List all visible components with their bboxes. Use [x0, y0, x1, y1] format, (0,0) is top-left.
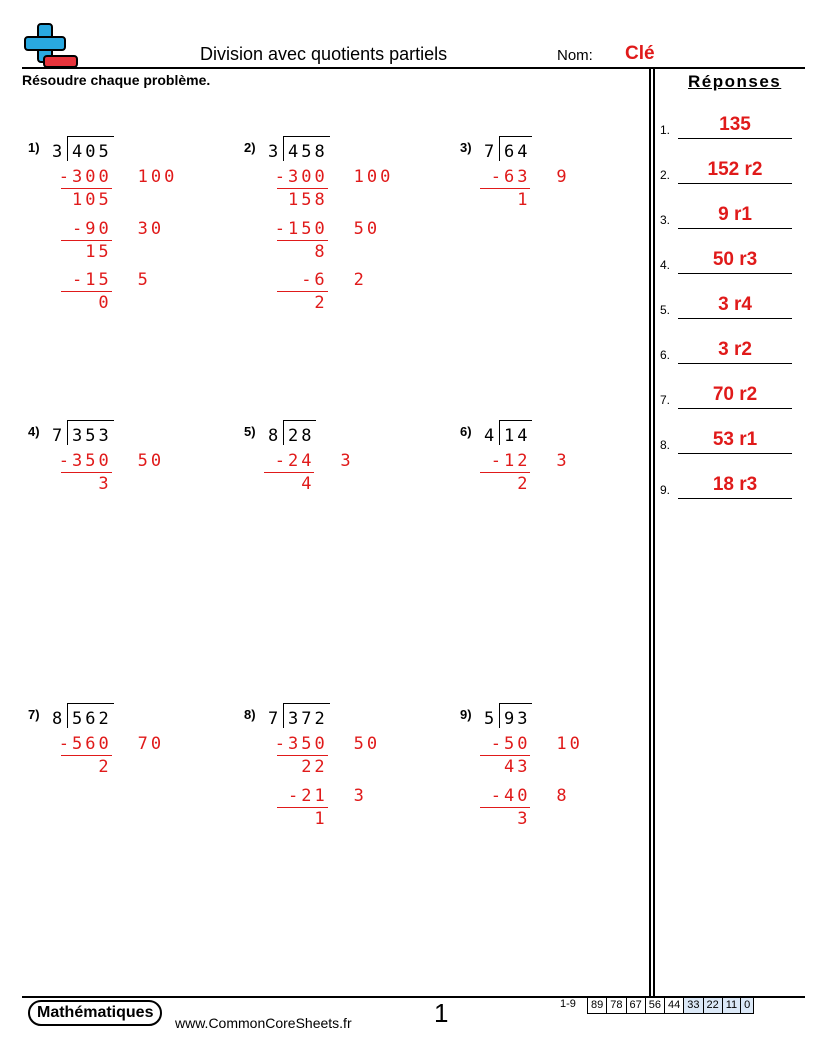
remainder: 15: [85, 241, 112, 262]
score-cell: 33: [684, 997, 703, 1014]
plus-minus-logo-icon: [22, 22, 80, 70]
answer-row: [660, 246, 792, 274]
problem: [28, 420, 228, 640]
answer-row: [660, 111, 792, 139]
partial-quotient: 10: [556, 734, 583, 754]
problem-number: 6): [460, 424, 472, 439]
divisor: 7: [52, 426, 66, 446]
answer-row: [660, 381, 792, 409]
subtraction-line: [277, 291, 328, 292]
subtraction-line: [277, 188, 328, 189]
remainder: 2: [517, 474, 531, 494]
name-label: Nom:: [557, 47, 593, 64]
answer-value: 3 r4: [718, 294, 752, 315]
remainder: 105: [72, 190, 112, 210]
answer-row: [660, 471, 792, 499]
partial-quotient: 30: [137, 218, 165, 239]
subtraction-line: [277, 240, 328, 241]
answer-line: [678, 273, 792, 274]
subtraction-line: [277, 807, 328, 808]
subtrahend: -300: [274, 167, 328, 187]
subtraction-line: [61, 188, 112, 189]
partial-quotient: 100: [137, 167, 178, 187]
problem: [460, 420, 660, 640]
answer-value: 50 r3: [712, 249, 758, 270]
subtraction-line: [61, 291, 112, 292]
subtraction-line: [480, 807, 531, 808]
divisor: 7: [484, 142, 498, 162]
answer-number: 8.: [660, 438, 671, 452]
subtrahend: -300: [58, 167, 112, 187]
problem-number: 4): [28, 424, 40, 439]
partial-quotient: 3: [556, 451, 570, 471]
subtrahend: -15: [72, 270, 112, 290]
answer-row: [660, 426, 792, 454]
divisor: 3: [52, 142, 66, 162]
problem: [460, 136, 660, 356]
score-cell: 0: [741, 997, 754, 1014]
remainder: 2: [98, 757, 112, 777]
partial-quotient: 8: [556, 785, 570, 806]
subtrahend: -350: [274, 734, 328, 754]
header-rule: [22, 67, 805, 69]
score-cell: 56: [646, 997, 665, 1014]
divisor: 4: [484, 426, 498, 446]
subtrahend: -560: [58, 734, 112, 754]
answer-row: [660, 201, 792, 229]
score-range-label: 1-9: [560, 998, 576, 1010]
answer-row: [660, 336, 792, 364]
subtrahend: -90: [72, 218, 112, 239]
score-cell: 11: [723, 997, 741, 1014]
answers-title: Réponses: [688, 72, 782, 91]
problem-number: 1): [28, 140, 40, 155]
answer-number: 2.: [660, 168, 671, 182]
dividend: 93: [504, 709, 531, 729]
site-url[interactable]: www.CommonCoreSheets.fr: [175, 1015, 352, 1031]
subtrahend: -150: [274, 218, 328, 239]
partial-quotient: 2: [353, 270, 367, 290]
answer-value: 135: [719, 114, 751, 135]
answer-value: 9 r1: [718, 204, 752, 225]
score-cell: 78: [607, 997, 626, 1014]
problem: [244, 703, 444, 923]
remainder: 22: [301, 757, 328, 777]
answer-row: [660, 156, 792, 184]
answer-line: [678, 138, 792, 139]
answer-number: 3.: [660, 213, 671, 227]
partial-quotient: 9: [556, 167, 570, 187]
name-value: Clé: [625, 43, 655, 64]
problem-number: 5): [244, 424, 256, 439]
instructions: Résoudre chaque problème.: [22, 72, 211, 88]
problem-number: 2): [244, 140, 256, 155]
divisor: 8: [268, 426, 282, 446]
answer-number: 1.: [660, 123, 671, 137]
answer-number: 9.: [660, 483, 671, 497]
problem: [460, 703, 660, 923]
remainder: 43: [504, 757, 531, 777]
partial-quotient: 5: [137, 270, 151, 290]
remainder: 158: [288, 190, 328, 210]
problem-number: 9): [460, 707, 472, 722]
subtraction-line: [61, 755, 112, 756]
subtrahend: -12: [490, 451, 531, 471]
answer-line: [678, 363, 792, 364]
divisor: 3: [268, 142, 282, 162]
subtraction-line: [480, 472, 531, 473]
partial-quotient: 3: [340, 451, 354, 471]
subtrahend: -40: [490, 785, 531, 806]
remainder: 3: [98, 474, 112, 494]
dividend: 353: [72, 426, 112, 446]
score-cell: 22: [704, 997, 723, 1014]
page-number: 1: [434, 998, 449, 1028]
partial-quotient: 50: [137, 451, 165, 471]
page-title: Division avec quotients partiels: [200, 44, 448, 64]
answer-line: [678, 498, 792, 499]
dividend: 458: [288, 142, 328, 162]
problem: [28, 703, 228, 923]
subtraction-line: [480, 188, 531, 189]
problem-number: 8): [244, 707, 256, 722]
subtrahend: -50: [490, 734, 531, 754]
partial-quotient: 50: [353, 218, 381, 239]
answer-value: 3 r2: [718, 339, 752, 360]
subtrahend: -24: [274, 451, 315, 471]
subtraction-line: [264, 472, 315, 473]
answer-line: [678, 318, 792, 319]
answer-row: [660, 291, 792, 319]
remainder: 4: [301, 474, 315, 494]
subtraction-line: [61, 472, 112, 473]
answer-line: [678, 408, 792, 409]
partial-quotient: 70: [137, 734, 165, 754]
score-cell: 44: [665, 997, 684, 1014]
subtrahend: -21: [288, 785, 328, 806]
remainder: 1: [517, 190, 531, 210]
score-table: [587, 997, 754, 1014]
subtrahend: -350: [58, 451, 112, 471]
score-cell: 89: [588, 997, 607, 1014]
answer-line: [678, 183, 792, 184]
partial-quotient: 100: [353, 167, 394, 187]
problem: [244, 420, 444, 640]
problem-number: 7): [28, 707, 40, 722]
answer-number: 5.: [660, 303, 671, 317]
dividend: 64: [504, 142, 531, 162]
problem: [244, 136, 444, 356]
subtraction-line: [480, 755, 531, 756]
score-cell: 67: [627, 997, 646, 1014]
divisor: 5: [484, 709, 498, 729]
answer-value: 18 r3: [712, 474, 758, 495]
subtraction-line: [277, 755, 328, 756]
remainder: 2: [314, 293, 328, 313]
remainder: 0: [98, 293, 112, 313]
dividend: 14: [504, 426, 531, 446]
dividend: 28: [288, 426, 315, 446]
divisor: 8: [52, 709, 66, 729]
subtrahend: -63: [490, 167, 531, 187]
dividend: 562: [72, 709, 112, 729]
answer-line: [678, 228, 792, 229]
answer-number: 7.: [660, 393, 671, 407]
remainder: 1: [314, 808, 328, 829]
problem-number: 3): [460, 140, 472, 155]
answer-value: 53 r1: [712, 429, 758, 450]
partial-quotient: 3: [353, 785, 367, 806]
dividend: 405: [72, 142, 112, 162]
remainder: 3: [517, 808, 531, 829]
remainder: 8: [314, 241, 328, 262]
answer-number: 4.: [660, 258, 671, 272]
subtraction-line: [61, 240, 112, 241]
answer-value: 70 r2: [712, 384, 758, 405]
subtrahend: -6: [301, 270, 328, 290]
brand-badge: Mathématiques: [28, 1000, 162, 1026]
answer-value: 152 r2: [707, 159, 763, 180]
answer-number: 6.: [660, 348, 671, 362]
partial-quotient: 50: [353, 734, 381, 754]
problem: [28, 136, 228, 356]
divisor: 7: [268, 709, 282, 729]
dividend: 372: [288, 709, 328, 729]
answer-line: [678, 453, 792, 454]
